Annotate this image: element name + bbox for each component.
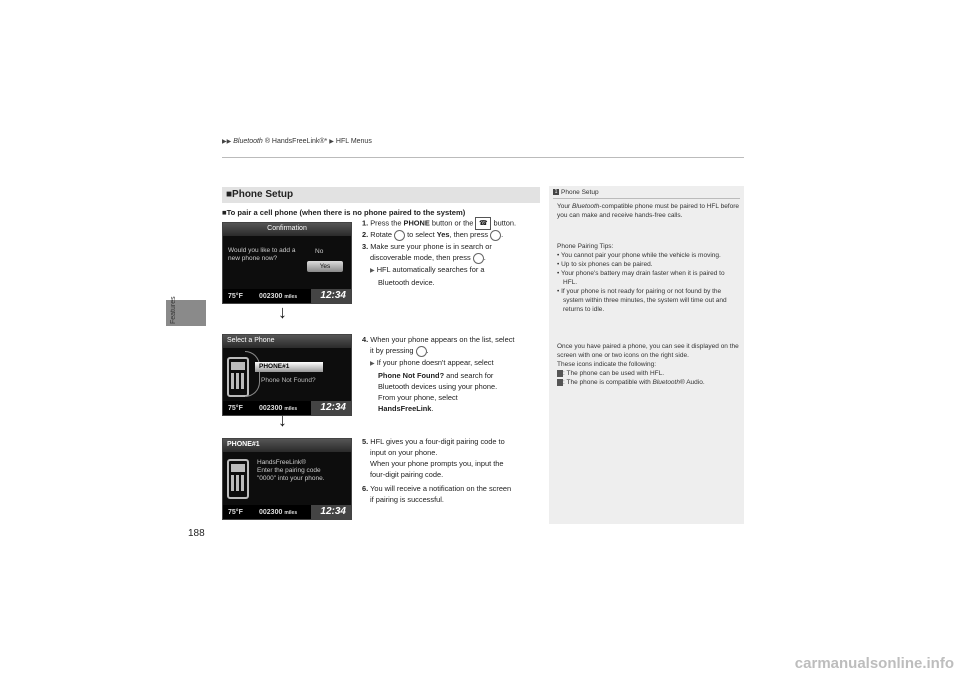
result-arrow-icon: ▶ [370, 360, 375, 367]
odometer-unit: miles [284, 294, 298, 300]
press-knob-icon [473, 253, 484, 264]
step-number: 6. [362, 484, 369, 493]
screen-title: Select a Phone [227, 337, 275, 344]
breadcrumb-arrow-icon: ▶▶ [222, 139, 232, 145]
tip-item: • If your phone is not ready for pairing or not found by the system within three minutes, the system will time out and returns to idle. [557, 288, 727, 313]
section-title: ■Phone Setup [226, 189, 294, 200]
note-text: Bluetooth [652, 379, 680, 386]
step-text: Make sure your phone is in search or [370, 242, 492, 251]
step-text: Press the [370, 218, 404, 228]
arrow-down-icon: ↓ [278, 410, 287, 430]
step-text: You will receive a notification on the screen [370, 484, 512, 493]
phone-button-icon: ☎ [475, 217, 491, 230]
step-text: If your phone doesn't appear, select [376, 357, 494, 367]
odometer-value: 002300 [259, 293, 283, 300]
step-3 [362, 241, 542, 288]
step-number: 1. [362, 218, 369, 228]
step-emphasis: HandsFreeLink [378, 403, 432, 413]
step-text: When your phone prompts you, input the [370, 459, 504, 468]
note-paragraph [557, 342, 740, 387]
note-text: Bluetooth [571, 203, 600, 210]
step-text: . [426, 346, 429, 355]
step-text: button. [491, 218, 517, 228]
odometer-value: 002300 [259, 509, 283, 516]
tips-title: Phone Pairing Tips: [557, 243, 614, 250]
step-text: input on your phone. [370, 448, 438, 457]
step-text: From your phone, select [378, 392, 458, 402]
step-2 [362, 229, 542, 241]
step-6 [362, 483, 542, 505]
tip-item: • You cannot pair your phone while the vehicle is moving. [557, 252, 721, 259]
list-arc [245, 351, 260, 397]
step-text: When your phone appears on the list, select [370, 335, 515, 344]
odometer-value: 002300 [259, 405, 283, 412]
screen-question: Would you like to add a new phone now? [228, 247, 296, 262]
step-text: . [501, 230, 504, 239]
press-knob-icon [416, 346, 427, 357]
note-text: Once you have paired a phone, you can see it displayed on the screen with one or two icons on the right side. [557, 343, 739, 359]
step-text: HFL gives you a four-digit pairing code to [370, 437, 505, 446]
step-number: 4. [362, 335, 369, 344]
press-knob-icon [490, 230, 504, 241]
note-heading [553, 189, 599, 196]
step-number: 2. [362, 230, 369, 239]
screen-title: Confirmation [267, 225, 307, 232]
step-emphasis: Phone Not Found? [378, 370, 445, 380]
step-4 [362, 334, 542, 414]
tip-item: • Your phone's battery may drain faster when it is paired to HFL. [557, 270, 725, 286]
screen-pairing-code [222, 438, 352, 520]
header-divider [222, 157, 744, 158]
info-icon: 1 [554, 189, 558, 196]
step-5 [362, 436, 542, 480]
note-divider [553, 198, 740, 199]
tip-item: • Up to six phones can be paired. [557, 261, 653, 268]
step-text: . [431, 403, 434, 413]
breadcrumb-brand[interactable]: Bluetooth [233, 138, 263, 145]
odometer-unit: miles [284, 510, 298, 516]
screen-temp: 75°F [228, 509, 243, 516]
pairing-text [257, 459, 325, 483]
step-emphasis: PHONE [403, 218, 430, 228]
screen-clock: 12:34 [320, 506, 346, 517]
note-text: : The phone can be used with HFL. [563, 370, 665, 377]
screen-odometer [259, 509, 297, 516]
note-text: : The phone is compatible with [563, 379, 653, 386]
option-yes: Yes [307, 261, 343, 272]
screen-select-phone [222, 334, 352, 416]
note-text: Your [557, 203, 572, 210]
watermark: carmanualsonline.info [794, 655, 954, 672]
arrow-down-icon: ↓ [278, 302, 287, 322]
step-number: 3. [362, 242, 369, 251]
phone-icon [227, 459, 249, 499]
screen-clock: 12:34 [320, 402, 346, 413]
note-tips [557, 242, 740, 314]
result-arrow-icon: ▶ [370, 267, 375, 274]
screen-title: PHONE#1 [227, 441, 260, 448]
chapter-label: Features [170, 296, 177, 324]
note-heading-text: Phone Setup [561, 189, 599, 196]
pairing-line: "0000" into your phone. [257, 475, 325, 482]
note-paragraph [557, 202, 740, 220]
step-emphasis: Yes [436, 230, 450, 239]
page-number: 188 [188, 528, 205, 539]
screen-confirmation [222, 222, 352, 304]
pairing-line: HandsFreeLink® [257, 459, 306, 466]
step-text: Rotate [370, 230, 395, 239]
breadcrumb-arrow-icon: ▶ [329, 139, 334, 145]
odometer-unit: miles [284, 406, 298, 412]
step-number: 5. [362, 437, 369, 446]
step-text: Bluetooth devices using your phone. [378, 381, 498, 391]
note-text: -compatible phone must be paired to HFL before you can make and receive hands-free calls. [557, 203, 740, 219]
pairing-line: Enter the pairing code [257, 467, 321, 474]
selector-knob-icon [394, 230, 405, 241]
option-no: No [315, 248, 324, 255]
list-item-phone1: PHONE#1 [255, 362, 323, 372]
screen-temp: 75°F [228, 293, 243, 300]
step-text: and search for [444, 370, 494, 380]
note-text: ® Audio. [679, 379, 705, 386]
step-text: if pairing is successful. [370, 495, 444, 504]
screen-clock: 12:34 [320, 290, 346, 301]
step-text: . [483, 253, 486, 262]
step-text: button or the [429, 218, 476, 228]
step-text: , then press [449, 230, 491, 239]
step-text: discoverable mode, then press [370, 253, 473, 262]
step-text: Bluetooth device. [378, 277, 435, 287]
step-text: it by pressing [370, 346, 416, 355]
step-text: four-digit pairing code. [370, 470, 444, 479]
breadcrumb-part1[interactable]: ® HandsFreeLink®* [264, 138, 328, 145]
step-text: HFL automatically searches for a [376, 264, 485, 274]
screen-temp: 75°F [228, 405, 243, 412]
breadcrumb-part2[interactable]: HFL Menus [335, 138, 372, 145]
list-item-phone-not-found: Phone Not Found? [261, 377, 316, 384]
breadcrumb [222, 138, 372, 145]
screen-odometer [259, 293, 297, 300]
subheading: ■To pair a cell phone (when there is no phone paired to the system) [222, 208, 466, 217]
step-text: to select [405, 230, 437, 239]
note-text: These icons indicate the following: [557, 361, 657, 368]
